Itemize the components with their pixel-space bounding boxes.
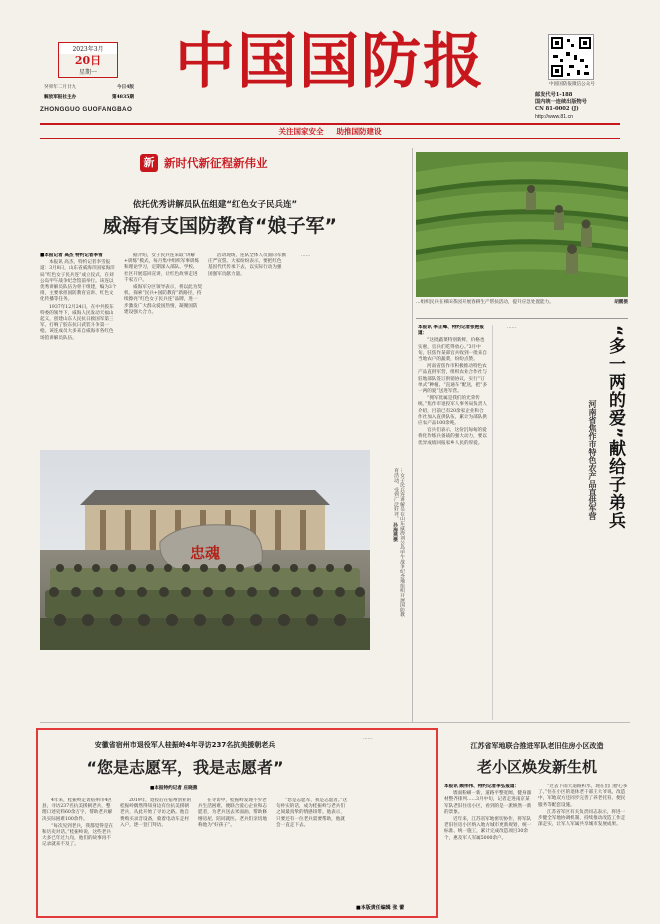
story-a-paragraph: 2019年，退役后在宿州创业的桂振岭偶然得知身边有位抗美援朝老兵，从此开始了寻访之路。他自费购买录音设备，骑着电动车走村入户，逐一登门拜访。 — [120, 798, 192, 828]
story-right-headline: “多一两的爱”献给子弟兵 — [605, 325, 625, 530]
lead-headline: 威海有支国防教育“娘子军” — [103, 215, 337, 237]
col-rule — [492, 325, 493, 720]
lead-continued: …… — [301, 253, 311, 258]
lead-paragraph: 威海军分区领导表示，将以此为契机，探索“民兵+国防教育”新路径，持续擦亮“红色女子民兵连”品牌，进一步激发广大群众爱国热情，凝聚国防建设强大合力。 — [124, 285, 202, 315]
cn-code-label: 国内统一连续出版物号 — [535, 99, 587, 106]
monument-inscription: 忠魂 — [189, 544, 221, 562]
story-a-col-5 — [354, 736, 432, 900]
slogan-bar — [0, 126, 660, 137]
story-b-kicker: 江苏省军地联合推进军队老旧住房小区改造 — [470, 742, 604, 750]
pub-codes — [535, 92, 615, 121]
banner-text: 新时代新征程新伟业 — [164, 156, 268, 170]
date-weekday: 星期一 — [78, 69, 97, 76]
tea-field-illustration — [416, 152, 628, 297]
story-right-col-3 — [498, 635, 628, 725]
qr-caption: 中国国防报微信公众号 — [549, 82, 595, 87]
masthead-title: 中国国防报 — [175, 27, 485, 97]
lead-photo-caption-text: …女子民兵连讲解员在山东威海刘公岛甲午战争纪念地组织开展国防教育活动，受到广泛好评。 — [393, 468, 404, 617]
qr-code — [548, 34, 594, 80]
story-b-paragraph: 墙面粉刷一新，道路平整宽阔，健身器材整齐排列……3月中旬，记者走进南京某军队老旧住房小区，看到的是一派焕然一新的景象。 — [444, 791, 532, 815]
militia-photo-illustration — [40, 450, 370, 650]
tea-photo-caption — [416, 300, 628, 306]
lead-paragraph: 1937年12月24日，在中共胶东特委的领导下，威海人民发动天福山起义，创建山东人民抗日救国军第三军，打响了胶东抗日武装斗争第一枪。该连成员大多来自威海市各红色场馆讲解员队伍。 — [40, 304, 114, 341]
lead-photo-caption — [374, 468, 404, 618]
story-right-paragraph: 官兵们表示，这份沉甸甸的爱将化作练兵备战的强大动力，要以优异成绩回报家乡人民的厚爱。 — [418, 428, 487, 446]
slogan-rule — [40, 138, 620, 139]
website-link[interactable]: http://www.81.cn — [535, 113, 574, 120]
story-a-col-1 — [42, 798, 114, 910]
story-b-col-1 — [444, 784, 532, 918]
page-column-rule — [412, 148, 413, 723]
story-right-paragraph: 河南省焦作市积极推动特色农产品直供军营，组织农业合作社与驻地部队签订供销协议，实行“订单式”种植、“直通车”配送，把“多一两的爱”送进军营。 — [418, 364, 488, 395]
masthead-rule — [40, 123, 620, 125]
lead-byline: ■本报记者 高杰 特约记者李雪 — [40, 253, 103, 258]
lead-photo-credit: 孙海燕摄 — [392, 522, 398, 542]
slogan-right: 助推国防建设 — [336, 127, 382, 136]
right-divider — [416, 318, 628, 319]
qr-pattern-icon — [549, 35, 593, 79]
story-right-kicker: 河南省焦作市特色农产品直供军营 — [588, 400, 597, 520]
story-right-continued: …… — [507, 325, 517, 330]
story-a-col-4 — [276, 798, 348, 910]
story-a-headline: “您是志愿军，我是志愿者” — [86, 758, 284, 777]
cn-number: CN 81-0002 (J) — [535, 106, 579, 113]
story-a-continued: …… — [363, 736, 373, 741]
story-a-col-2 — [120, 798, 192, 910]
story-b-headline: 老小区焕发新生机 — [476, 758, 597, 776]
issue-info-2 — [44, 95, 134, 101]
lead-col-5 — [376, 253, 412, 503]
story-b-byline: 本报讯 顾伟伟、特约记者李弘报道： — [444, 784, 520, 789]
lunar-date: 癸卯年二月廿九 — [44, 85, 77, 90]
story-right-paragraph: “这批蔬菜特别新鲜，价格也实惠，官兵们吃得放心。”3月中旬，驻焦作某部官兵收到一批来自当地农户的蔬菜，纷纷点赞。 — [418, 338, 487, 363]
story-right-paragraph: “拥军优属是我们的光荣传统。”焦作市退役军人事务局负责人介绍，目前已有20余家企业和合作社加入直供队伍，累计为部队供应农产品100余吨。 — [418, 396, 487, 427]
issue-number: 第4835期 — [112, 95, 134, 100]
story-a-paragraph: “您是志愿军，我是志愿者。”这句朴实的话，成为桂振岭与老兵们之间最真挚的情感纽带。他表示，只要还有一位老兵需要帮助，他就会一直走下去。 — [276, 798, 348, 828]
lead-paragraph: 本报讯 高杰、特约记者李雪报道：3月8日，山东省威海市国家海洋局“红色女子民兵连”成立仪式，在刘公岛甲午战争纪念馆前举行。该连以优秀讲解员队伍为骨干组建，编为3个排，主要承担国防教育宣讲、红色文化传播等任务。 — [40, 260, 117, 303]
story-a-paragraph: “每次见到老兵，我都觉得是在和历史对话。”桂振岭说，这些老兵大多已年过九旬，他们的故事再不记录就来不及了。 — [42, 823, 114, 848]
section-banner — [140, 154, 310, 172]
story-a-col-3 — [198, 798, 270, 910]
story-b-col-2 — [538, 784, 628, 918]
postal-code: 邮发代号1-188 — [535, 92, 573, 98]
story-a-paragraph: 4年来，桂振岭走访宿州市4区县，寻访237名抗美援朝老兵，整理口述史料60余万字，帮助老兵解决实际困难100余件。 — [42, 798, 113, 822]
story-a-byline: ■本报特约记者 庄晓燕 — [150, 786, 198, 791]
date-day: 20日 — [74, 54, 102, 67]
tea-photo-credit: 胡鹏摄 — [614, 300, 628, 305]
page-section-rule — [40, 722, 630, 723]
masthead-pinyin: ZHONGGUO GUOFANGBAO — [40, 106, 133, 113]
today-pages: 今日4版 — [117, 85, 134, 90]
lead-paragraph: 活动现场，连队全体人员面向军旗庄严宣誓。大家纷纷表示，要把红色基因代代传承下去，以实际行动为强国强军贡献力量。 — [208, 253, 286, 277]
lead-photo — [40, 450, 370, 650]
tea-field-photo — [416, 152, 628, 297]
publisher: 解放军报社主办 — [44, 95, 77, 100]
story-b-paragraph: 近年来，江苏省军地密切协作，将军队老旧住房小区纳入地方城市更新规划，统一标准、统一施工，累计完成改造项目30余个，惠及军人军属5000余户。 — [444, 817, 532, 841]
tea-photo-caption-text: …组织民兵在梯田茶园开展春耕生产帮扶活动，提升应急处置能力。 — [416, 300, 554, 305]
story-b-paragraph: 江苏省军区有关负责同志表示，将进一步健全军地协调机制，持续推动改造工作走深走实，让军人军属共享城市发展成果。 — [538, 809, 626, 828]
story-right-col-1 — [418, 325, 488, 720]
story-right-col-2 — [498, 325, 578, 625]
slogan-left: 关注国家安全 — [278, 127, 324, 136]
date-year-month: 2023年3月 — [59, 43, 117, 54]
story-b-paragraph: “过去下雨天道路积水，现在出门舒心多了。”住在小区的退休老干部王大爷说。改造中，军地双方还同步完善了养老托育、便民服务等配套设施。 — [538, 784, 628, 808]
story-a-kicker: 安徽省宿州市退役军人桂振岭4年寻访237名抗美援朝老兵 — [94, 741, 276, 749]
banner-icon: 新 — [140, 154, 158, 172]
story-a-paragraph: 在寻访中，桂振岭发现不少老兵生活困难，便联合爱心企业和志愿者，为老兵送去米面油、帮助修缮房屋、陪同就医。老兵们亲切地称他为“好孩子”。 — [198, 798, 267, 828]
lead-paragraph: 据介绍，女子民兵连采取“讲解+训练”模式，每月集中组织军事训练和理论学习，定期深入部队、学校、社区开展巡回宣讲，让红色故事走进千家万户。 — [124, 253, 200, 283]
story-right-byline: 本报讯 李正峰、特约记者张艳报道： — [418, 325, 484, 337]
page-editor: ■本版责任编辑 张 蕾 — [356, 905, 405, 911]
lead-kicker: 依托优秀讲解员队伍组建“红色女子民兵连” — [132, 200, 298, 210]
